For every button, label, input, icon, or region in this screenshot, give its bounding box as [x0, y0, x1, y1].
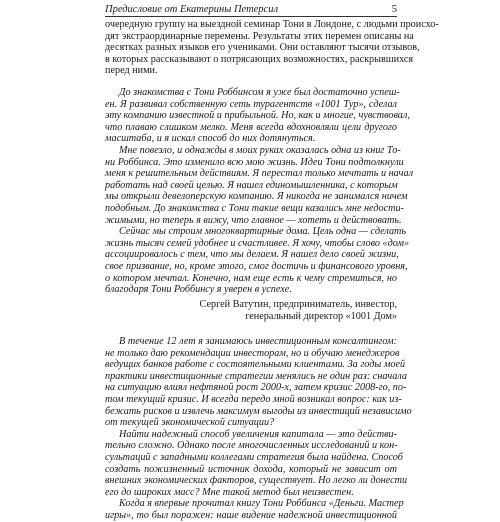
testimonial-consultant [105, 336, 412, 522]
text-line: жимыми, но теперь я вижу, что главное — хотеть и действовать. [105, 214, 402, 226]
text-line: ни Роббинса. Это изменило всю мою жизнь. Идеи Тони подтолкнули [105, 156, 404, 168]
text-line: меня к решительным действиям. Я перестал только мечтать и начал [105, 168, 414, 180]
text-line: от текущей экономической ситуации? [105, 417, 275, 429]
header-title: Предисловие от Екатерины Петерсил [105, 4, 279, 15]
text-line: свое призвание, но, кроме этого, смог достичь и финансового уровня, [105, 260, 408, 272]
text-line: не только даю рекомендации инвесторам, но и обучаю менеджеров [105, 347, 400, 359]
text-line: его до широких масс? Мне такой метод был неизвестен. [105, 486, 354, 498]
text-line: эту компанию известной и прибыльной. Но, как и многие, чувствовал, [105, 110, 410, 122]
text-line: До знакомства с Тони Роббинсом я уже был достаточно успеш- [119, 87, 400, 98]
text-line: подобным. До знакомства с Тони такие вещи казались мне недости- [105, 202, 404, 214]
signature-vatutin [105, 299, 397, 322]
text-line: в которых рассказывают о потрясающих возможностях, раскрывшихся [105, 53, 414, 65]
text-line: тельно сложно. Однако после многочисленных исследований и кон- [105, 440, 398, 452]
text-line: сультаций с западными коллегами стратегия была найдена. Способ [105, 451, 403, 463]
intro-paragraph [105, 19, 439, 77]
text-line: благодаря Тони Роббинсу я уверен в успехе. [105, 284, 292, 296]
text-line: Когда я впервые прочитал книгу Тони Роббинса «Деньги. Мастер [119, 498, 404, 510]
text-line: ассоциировалось с тем, что мы делаем. Я нашел дело своей жизни, [105, 249, 399, 261]
text-line: дят экстраординарные перемены. Результаты этих перемен описаны на [105, 30, 414, 42]
signature-line: генеральный директор «1001 Дом» [245, 310, 397, 322]
text-line: ведущих банков работе с состоятельными клиентами. За годы моей [105, 359, 406, 371]
text-line: что плаваю слишком мелко. Меня всегда вдохновляли цели другого [105, 121, 397, 133]
text-line: создать пожизненный источник дохода, который не зависит от [105, 463, 397, 475]
text-line: Найти надежный способ увеличения капитала — это действи- [119, 428, 397, 440]
text-line: ен. Я развивал собственную сеть турагентств «1001 Тур», сделал [105, 98, 397, 110]
page-number: 5 [391, 4, 397, 15]
text-line: Сейчас мы строим многоквартирные дома. Цель одна — сделать [119, 226, 407, 238]
running-header [105, 4, 397, 17]
text-line: работать над своей целью. Я нашел единомышленника, с которым [105, 179, 398, 191]
testimonial-vatutin [105, 87, 414, 296]
text-line: В течение 12 лет я занимаюсь инвестиционным консалтингом: [119, 336, 397, 347]
text-line: мы открыли девелоперскую компанию. Я никогда не занимался ничем [105, 191, 408, 203]
text-line: масштаба, и я искал способ до них дотянуться. [105, 133, 316, 145]
text-line: десятках разных языков его учениками. Они оставляют тысячи отзывов, [105, 42, 420, 54]
text-line: жизнь тысяч семей удобнее и счастливее. Я хочу, чтобы слово «дом» [105, 237, 410, 249]
text-line: внешних экономических факторов, существует. Но легко ли донести [105, 475, 408, 487]
text-line: Мне повезло, и однажды в моих руках оказалась одна из книг То- [119, 144, 401, 156]
signature-line: Сергей Ватутин, предприниматель, инвестор, [199, 299, 397, 310]
text-line: на ситуацию влиял нефтяной рост 2000-х, затем кризис 2008-го, по- [105, 382, 407, 394]
text-line: практики инвестиционные стратегии менялись не один раз: сначала [105, 370, 407, 382]
text-line: игры», то был поражен: наше видение надежной инвестиционной [105, 509, 397, 521]
text-line: о котором мечтал. Конечно, нам еще есть к чему стремиться, но [105, 272, 397, 284]
text-line: очередную группу на выездной семинар Тони в Лондоне, с людьми происхо- [105, 19, 439, 30]
text-line: бежать рисков и извлечь максимум выгоды из инвестиций независимо [105, 405, 412, 417]
text-line: перед ними. [105, 65, 158, 77]
text-line: том текущий кризис. И всегда передо мной возникал вопрос: как из- [105, 393, 402, 405]
